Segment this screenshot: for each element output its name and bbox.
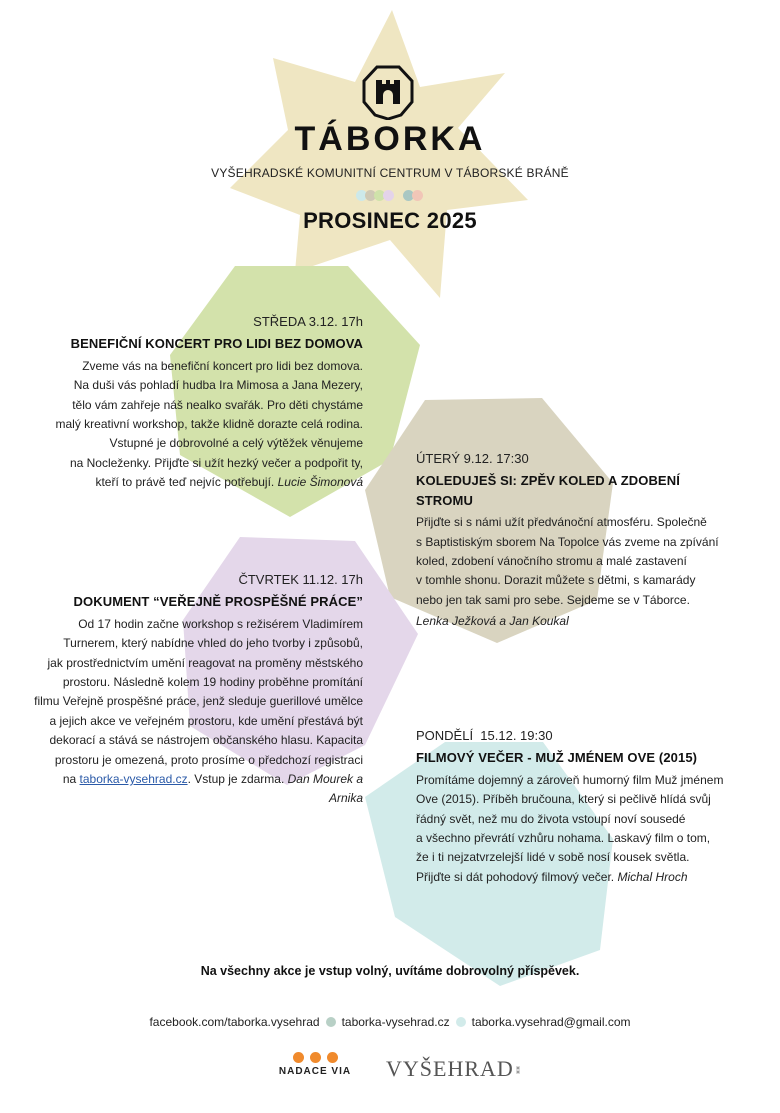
- entry-note: Na všechny akce je vstup volný, uvítáme dobrovolný příspěvek.: [200, 964, 580, 978]
- color-dots: [0, 190, 780, 201]
- desc-line: koled, zdobení vánočního stromu a malé zastavení: [416, 554, 687, 569]
- registration-link[interactable]: taborka-vysehrad.cz: [79, 772, 188, 787]
- event-datetime: STŘEDA 3.12. 17h: [253, 314, 363, 329]
- via-label: NADACE VIA: [278, 1066, 352, 1077]
- event-description: [416, 513, 736, 631]
- desc-line: na Noclеženky. Přijďte si užít hezký večer a podpořit ty,: [69, 455, 363, 470]
- separator-dot: [326, 1017, 336, 1027]
- event-description: [30, 615, 363, 809]
- event-author: Lenka Ježková a Jan Koukal: [416, 614, 569, 629]
- event-author: Lucie Šimonová: [277, 475, 363, 490]
- event-description: [40, 357, 363, 493]
- event-datetime: PONDĚLÍ 15.12. 19:30: [416, 728, 553, 743]
- taborka-logo-icon: [360, 64, 416, 120]
- dot-6: [412, 190, 423, 201]
- desc-text: na: [62, 772, 80, 787]
- event-description: [416, 771, 736, 887]
- desc-line: a všechno převrátí vzhůru nohama. Laskavý film o tom,: [416, 831, 711, 846]
- desc-line: Zveme vás na benefiční koncert pro lidi bez domova.: [82, 358, 363, 373]
- dot-4: [383, 190, 394, 201]
- email-link[interactable]: taborka.vysehrad@gmail.com: [471, 1015, 631, 1029]
- desc-line: nebo jen tak sami pro sebe. Sejdeme se v Táborce.: [416, 592, 690, 607]
- desc-line: Turnerem, který nabídne vhled do jeho tvorby i způsobů,: [63, 636, 363, 651]
- desc-line: jak prostřednictvím umění reagovat na proměny městského: [47, 655, 363, 670]
- event-caroling: [416, 449, 736, 632]
- brand-title: TÁBORKA: [294, 120, 486, 158]
- facebook-link[interactable]: facebook.com/taborka.vysehrad: [149, 1015, 320, 1029]
- desc-line: filmu Veřejně prospěšné práce, jenž sleduje guerillové umělce: [34, 694, 363, 709]
- desc-line: Od 17 hodin začne workshop s režisérem Vladimírem: [78, 616, 363, 631]
- event-author: Michal Hroch: [617, 869, 688, 884]
- vysehrad-logo: [386, 1056, 521, 1082]
- contact-line: [0, 1015, 780, 1029]
- desc-line: řádný svět, než mu do života vstoupí noví sousedé: [416, 811, 686, 826]
- event-author: Dan Mourek a Arnika: [287, 772, 363, 806]
- desc-line: v tomhle shonu. Dorazit můžete s dětmi, s kamarády: [416, 573, 696, 588]
- desc-line: Na duši vás pohladí hudba Ira Mimosa a Jana Mezery,: [73, 378, 363, 393]
- separator-dot: [456, 1017, 466, 1027]
- event-title: FILMOVÝ VEČER - MUŽ JMÉNEM OVE (2015): [416, 750, 698, 766]
- desc-line: [40, 473, 363, 492]
- desc-line: prostoru je omezená, proto prosíme o předchozí registraci: [54, 752, 363, 767]
- event-benefit-concert: [40, 312, 363, 493]
- website-link[interactable]: taborka-vysehrad.cz: [341, 1015, 450, 1029]
- event-datetime: ČTVRTEK 11.12. 17h: [238, 572, 363, 587]
- month-heading: PROSINEC 2025: [303, 208, 477, 233]
- desc-line: Ove (2015). Příběh bručouna, který si pečlivě hlídá svůj: [416, 792, 711, 807]
- event-documentary: [30, 570, 363, 809]
- desc-text: Přijďte si dát pohodový filmový večer.: [416, 869, 618, 884]
- desc-line: prostoru. Následně kolem 19 hodiny proběhne promítání: [62, 675, 363, 690]
- vysehrad-mark-icon: ⁑: [515, 1065, 522, 1076]
- via-dots-icon: [275, 1052, 355, 1063]
- desc-line: Přijďte si s námi užít předvánoční atmosféru. Společně: [416, 515, 707, 530]
- desc-line: Vstupné je dobrovolné a celý výtěžek věnujeme: [109, 436, 363, 451]
- desc-line: a jejich akce ve veřejném prostoru, kde umění přestává být: [49, 713, 363, 728]
- event-film-night: [416, 726, 736, 887]
- desc-line: [416, 868, 736, 887]
- nadace-via-logo: [275, 1052, 355, 1077]
- desc-line: tělo vám zahřeje náš nealko svařák. Pro děti chystáme: [72, 397, 363, 412]
- desc-line: malý kreativní workshop, takže klidně dorazte celá rodina.: [55, 417, 363, 432]
- desc-line: Promítáme dojemný a zároveň humorný film Muž jménem: [416, 772, 724, 787]
- event-title: BENEFIČNÍ KONCERT PRO LIDI BEZ DOMOVA: [70, 336, 363, 352]
- desc-line: že i ti nejzatvrzelejší lidé v sobě nosí kousek světla.: [416, 850, 690, 865]
- event-title: KOLEDUJEŠ SI: ZPĚV KOLED A ZDOBENÍ STROMU: [416, 473, 680, 508]
- desc-text: . Vstup je zdarma.: [187, 772, 288, 787]
- brand-subtitle: VYŠEHRADSKÉ KOMUNITNÍ CENTRUM V TÁBORSKÉ BRÁNĚ: [211, 166, 569, 180]
- event-title: DOKUMENT “VEŘEJNĚ PROSPĚŠNÉ PRÁCE”: [73, 594, 363, 610]
- desc-line: s Baptistiským sborem Na Topolce vás zveme na zpívání: [416, 534, 719, 549]
- desc-text: kteří to právě teď nejvíc potřebují.: [95, 475, 275, 490]
- event-datetime: ÚTERÝ 9.12. 17:30: [416, 451, 529, 466]
- vysehrad-label: VYŠEHRAD: [386, 1056, 514, 1081]
- desc-line: dekorací a stává se nástrojem občanského hlasu. Kapacita: [49, 733, 363, 748]
- desc-line: [30, 770, 363, 809]
